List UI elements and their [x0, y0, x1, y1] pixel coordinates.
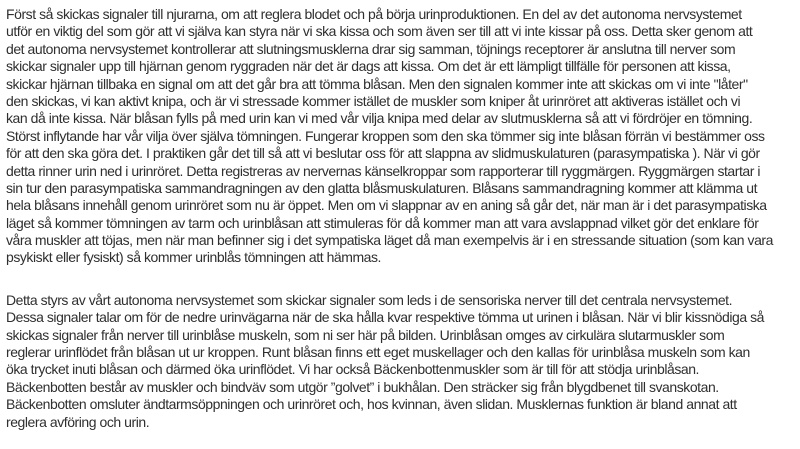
text-line: skickar hjärnan tillbaka en signal om att det går bra att tömma blåsan. Men den signalen kommer inte att skickas om vi inte "låter"	[6, 75, 748, 92]
text-line: reglerar urinflödet från blåsan ut ur kroppen. Runt blåsan finns ett eget muskellager och den kallas för urinblåsa muskeln som kan	[6, 344, 750, 361]
text-line: Dessa signaler talar om för de nedre urinvägarna när de ska hålla kvar respektive tömma ut urinen i blåsan. När vi blir kissnödiga så	[6, 309, 764, 326]
text-line: Detta styrs av vårt autonoma nervsystemet som skickar signaler som leds i de sensoriska nerver till det centrala nervsystemet.	[6, 291, 733, 308]
text-line: skickar signaler upp till hjärnan genom ryggraden när det är dags att kissa. Om det är ett lämpligt tillfälle för personen att kissa,	[6, 58, 731, 75]
text-line: Bäckenbotten består av muskler och bindväv som utgör ”golvet” i bukhålan. Den sträcker sig från blygdbenet till svanskotan.	[6, 378, 719, 395]
text-line: det autonoma nervsystemet kontrollerar att slutningsmusklerna drar sig samman, töjnings receptorer är anslutna till nerver som	[6, 40, 736, 57]
text-line: öka trycket inuti blåsan och därmed öka urinflödet. Vi har också Bäckenbottenmuskler som är till för att stödja urinblåsan.	[6, 361, 699, 378]
text-line: Först så skickas signaler till njurarna, om att reglera blodet och på börja urinproduktionen. En del av det autonoma nervsystemet	[6, 6, 742, 22]
text-line: den skickas, vi kan aktivt knipa, och är vi stressade kommer istället de muskler som kniper åt urinröret att aktiveras istället och vi	[6, 92, 741, 109]
text-line: våra muskler att töjas, men när man befinner sig i det sympatiska läget då man exempelvis är i en stressande situation (som kan vara	[6, 232, 773, 249]
text-line: skickas signaler från nerver till urinblåse muskeln, som ni ser här på bilden. Urinblåsan omges av cirkulära slutarmuskler som	[6, 326, 725, 343]
text-line: hela blåsans innehåll genom urinröret som nu är öppet. Men om vi slappnar av en aning så går det, när man är i det parasympatiska	[6, 197, 767, 214]
text-line: sin tur den parasympatiska sammandragningen av den glatta blåsmuskulaturen. Blåsans sammandragning kommer att klämma ut	[6, 179, 758, 196]
text-line: utför en viktig del som gör att vi själva kan styra när vi ska kissa och som även ser till att vi inte kissar på oss. Detta sker genom att	[6, 23, 753, 40]
text-line: kan då inte kissa. När blåsan fylls på med urin kan vi med vår vilja knipa med delar av slutmusklerna så att vi fördröjer en tömning.	[6, 110, 753, 127]
document-body	[6, 6, 798, 431]
text-line: detta rinner urin ned i urinröret. Detta registreras av nervernas känselkroppar som rapporterar till ryggmärgen. Ryggmärgen startar i	[6, 162, 761, 179]
paragraph-1	[6, 6, 798, 267]
text-line: läget så kommer tömningen av tarm och urinblåsan att stimuleras för då kommer man att vara avslappnad vilket gör det enklare för	[6, 214, 759, 231]
text-line: för att den ska göra det. I praktiken går det till så att vi beslutar oss för att slappna av slidmuskulaturen (parasympatiska ). När vi gör	[6, 145, 760, 162]
paragraph-2	[6, 292, 798, 431]
text-line: Störst inflytande har vår vilja över själva tömningen. Fungerar kroppen som den ska tömmer sig inte blåsan förrän vi bestämmer oss	[6, 127, 765, 144]
text-line: psykiskt eller fysiskt) så kommer urinblås tömningen att hämmas.	[6, 249, 381, 266]
text-line: reglera avföring och urin.	[6, 413, 150, 430]
text-line: Bäckenbotten omsluter ändtarmsöppningen och urinröret och, hos kvinnan, även slidan. Musklernas funktion är bland annat att	[6, 396, 737, 413]
